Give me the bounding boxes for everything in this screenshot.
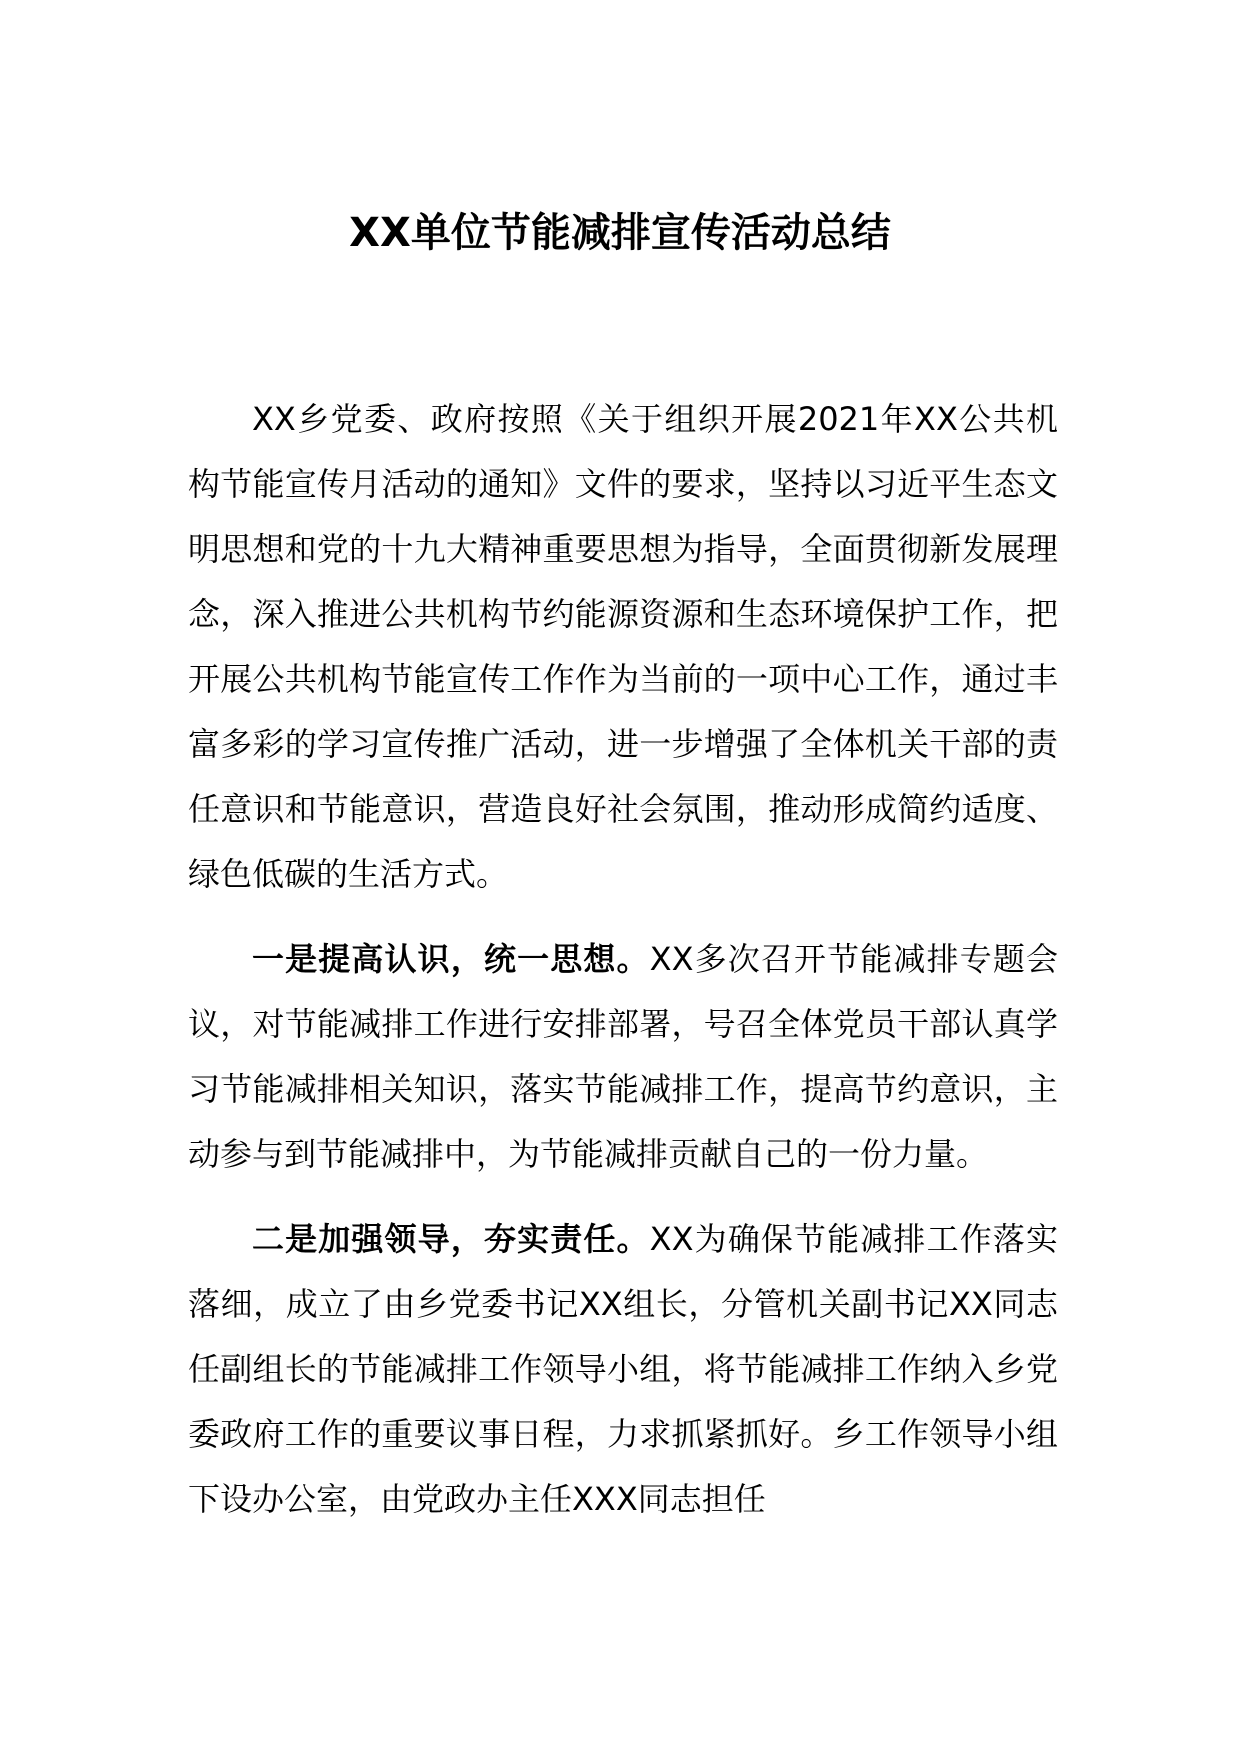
paragraph-text: XX乡党委、政府按照《关于组织开展2021年XX公共机构节能宣传月活动的通知》文件的要求，坚持以习近平生态文明思想和党的十九大精神重要思想为指导，全面贯彻新发展理念，深入推进公共机构节约能源资源和生态环境保护工作，把开展公共机构节能宣传工作作为当前的一项中心工作，通过丰富多彩的学习宣传推广活动，进一步增强了全体机关干部的责任意识和节能意识，营造良好社会氛围，推动形成简约适度、绿色低碳的生活方式。 [188,400,1058,893]
paragraph-intro [188,387,1058,907]
document-title: XX单位节能减排宣传活动总结 [349,210,891,256]
document-body [188,387,1058,1532]
paragraph-lead: 二是加强领导，夯实责任。 [252,1220,650,1258]
paragraph-point-2 [188,1207,1058,1532]
paragraph-text: XX多次召开节能减排专题会议，对节能减排工作进行安排部署，号召全体党员干部认真学习节能减排相关知识，落实节能减排工作，提高节约意识，主动参与到节能减排中，为节能减排贡献自己的一份力量。 [188,940,1058,1173]
paragraph-lead: 一是提高认识，统一思想。 [252,940,650,978]
paragraph-point-1 [188,927,1058,1187]
paragraph-text: XX为确保节能减排工作落实落细，成立了由乡党委书记XX组长，分管机关副书记XX同志任副组长的节能减排工作领导小组，将节能减排工作纳入乡党委政府工作的重要议事日程，力求抓紧抓好。乡工作领导小组下设办公室，由党政办主任XXX同志担任 [188,1220,1058,1518]
